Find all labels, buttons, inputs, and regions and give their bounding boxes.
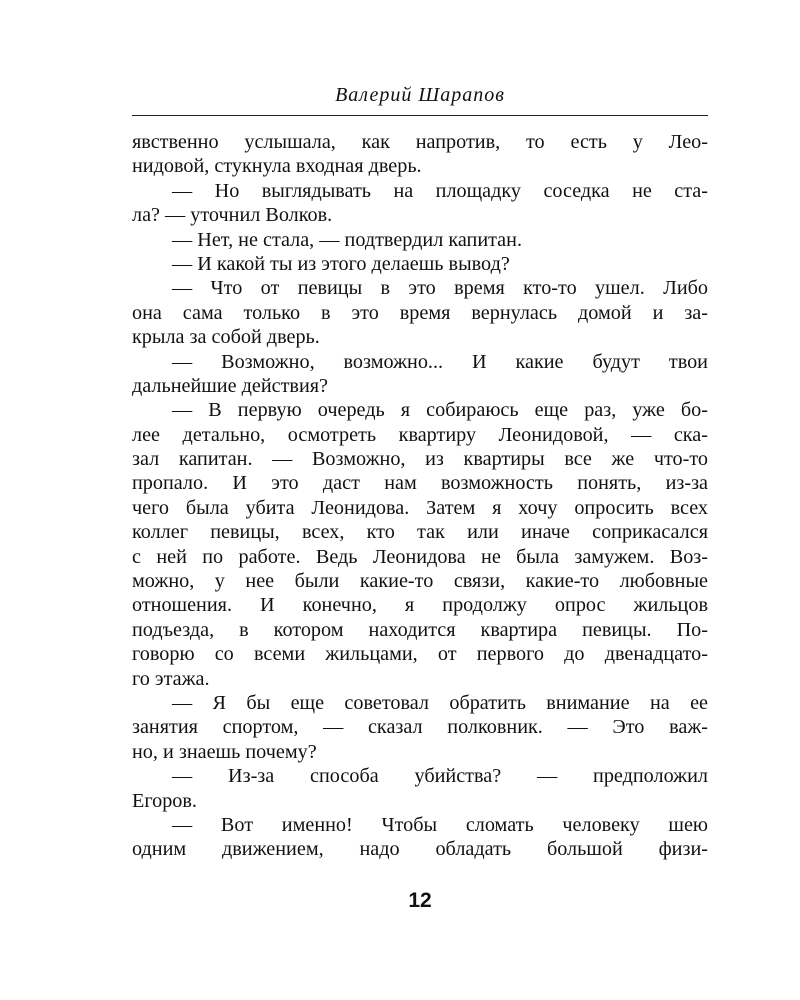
text-line: — Из-за способа убийства? — предположил (172, 765, 708, 788)
text-line: говорю со всеми жильцами, от первого до двенадцато- (132, 643, 708, 666)
text-line: занятия спортом, — сказал полковник. — Это важ- (132, 716, 708, 739)
text-line: — Я бы еще советовал обратить внимание на ее (172, 691, 708, 714)
text-line: но, и знаешь почему? (132, 740, 317, 763)
text-line: подъезда, в котором находится квартира певицы. По- (132, 618, 708, 641)
text-line: коллег певицы, всех, кто так или иначе соприкасался (132, 521, 708, 544)
text-line: зал капитан. — Возможно, из квартиры все же что-то (132, 448, 708, 471)
running-header: Валерий Шарапов (335, 84, 505, 106)
page-number: 12 (408, 889, 432, 912)
text-line: — Нет, не стала, — подтвердил капитан. (172, 228, 522, 251)
text-line: — В первую очередь я собираюсь еще раз, уже бо- (172, 399, 708, 422)
text-line: она сама только в это время вернулась домой и за- (132, 301, 708, 324)
text-line: нидовой, стукнула входная дверь. (132, 155, 422, 178)
text-line: — Что от певицы в это время кто-то ушел. Либо (172, 277, 708, 300)
text-line: — Но выглядывать на площадку соседка не ста- (172, 179, 708, 202)
text-line: одним движением, надо обладать большой физи- (132, 838, 708, 861)
body-text (132, 130, 708, 862)
text-line: — И какой ты из этого делаешь вывод? (172, 252, 510, 275)
text-line: пропало. И это даст нам возможность понять, из-за (132, 472, 708, 495)
text-line: — Вот именно! Чтобы сломать человеку шею (172, 813, 708, 836)
text-line: можно, у нее были какие-то связи, какие-то любовные (132, 570, 708, 593)
text-line: явственно услышала, как напротив, то есть у Лео- (132, 131, 708, 153)
text-line: с ней по работе. Ведь Леонидова не была замужем. Воз- (132, 545, 708, 568)
text-line: отношения. И конечно, я продолжу опрос жильцов (132, 594, 708, 617)
text-line: — Возможно, возможно... И какие будут твои (172, 350, 708, 373)
text-line: го этажа. (132, 667, 210, 690)
text-line: дальнейшие действия? (132, 374, 329, 397)
text-line: ла? — уточнил Волков. (132, 204, 333, 227)
text-line: лее детально, осмотреть квартиру Леонидовой, — ска- (132, 423, 708, 446)
header-rule (132, 115, 708, 116)
text-line: Егоров. (132, 789, 197, 812)
text-line: крыла за собой дверь. (132, 326, 320, 349)
text-line: чего была убита Леонидова. Затем я хочу опросить всех (132, 496, 708, 519)
